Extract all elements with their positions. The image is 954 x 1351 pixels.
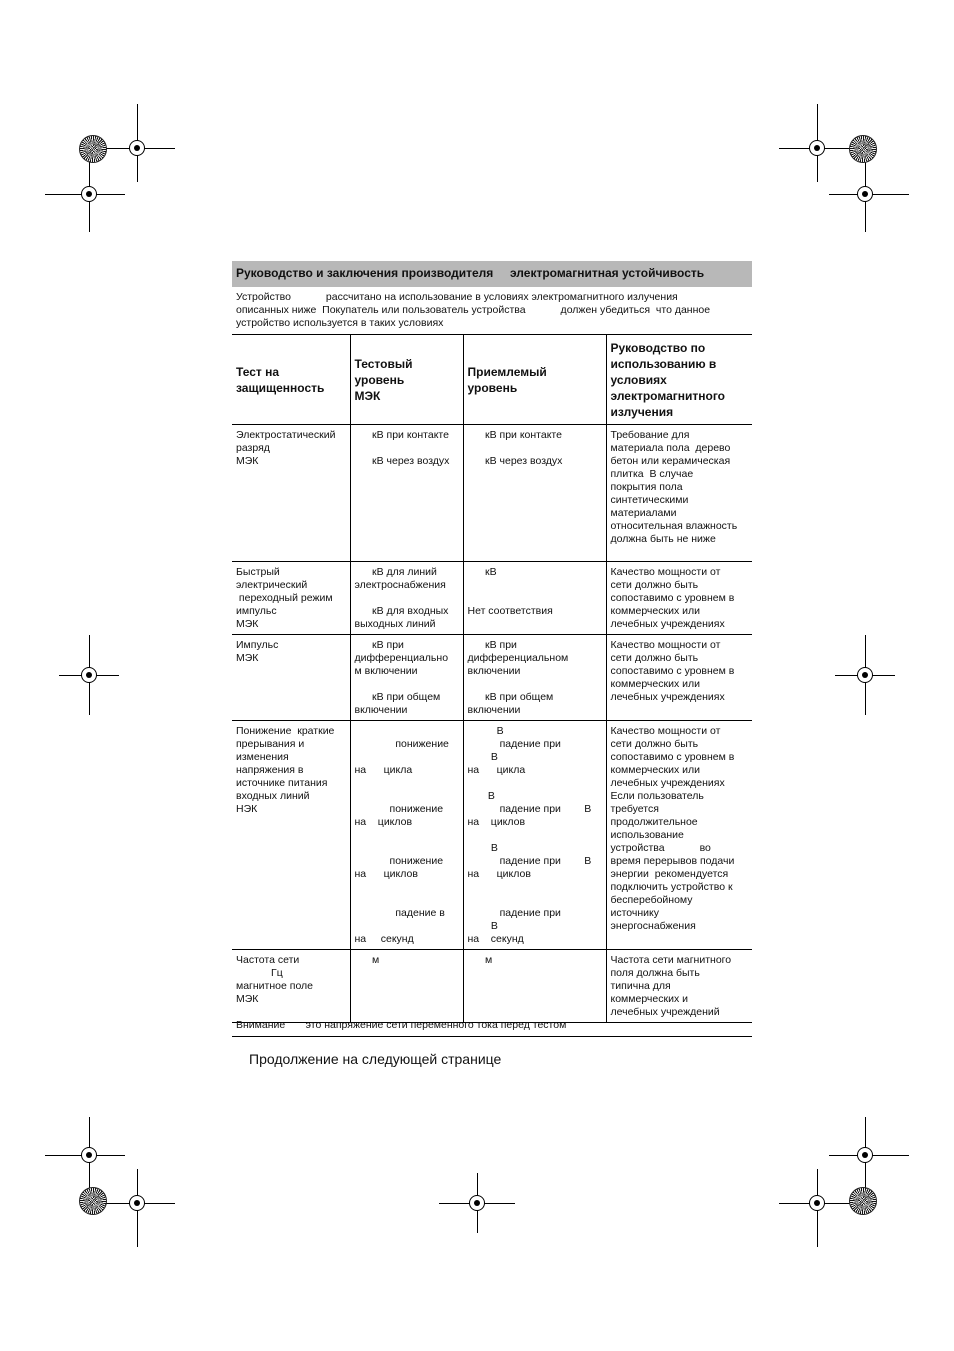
cell-line: бетон или керамическая (610, 455, 731, 467)
registration-starburst (849, 1187, 877, 1215)
cell-line: сети должно быть (610, 738, 699, 750)
cell-line: включении (467, 704, 521, 716)
cell-line: сети должно быть (610, 652, 699, 664)
table-cell (463, 635, 606, 721)
cell-line: падение при В (467, 855, 592, 867)
cell-line (468, 777, 602, 790)
cell-line: понижение (354, 855, 444, 867)
cell-line: входных линий (236, 790, 310, 802)
cell-line (355, 442, 459, 455)
cell-line: включении (354, 704, 408, 716)
table-header-row (232, 335, 752, 425)
cell-line: изменения (236, 751, 289, 763)
table-cell (350, 950, 463, 1023)
table-note (232, 1016, 752, 1037)
cell-line: сопоставимо с уровнем в (610, 665, 735, 677)
cell-line: Качество мощности от (610, 566, 721, 578)
cell-line: В (467, 842, 498, 854)
cell-line: лечебных учреждениях (610, 618, 725, 630)
cell-line: продолжительное (610, 816, 698, 828)
header-line: излучения (610, 404, 674, 419)
cell-line: Электростатический (236, 429, 336, 441)
cell-line: сети должно быть (610, 579, 699, 591)
cell-line: переходный режим (236, 592, 333, 604)
cell-line (468, 442, 602, 455)
cell-line: бесперебойному (610, 894, 693, 906)
cell-line: Качество мощности от (610, 725, 721, 737)
cell-line: кВ через воздух (467, 455, 563, 467)
intro-line: устройство используется в таких условиях (236, 317, 444, 329)
cell-line: лечебных учреждениях (610, 777, 725, 789)
cell-line: энергии рекомендуется (610, 868, 729, 880)
cell-line: м включении (354, 665, 418, 677)
cell-line: магнитное поле (236, 980, 314, 992)
table-cell (463, 950, 606, 1023)
cell-line: Понижение краткие (236, 725, 335, 737)
cell-line: сопоставимо с уровнем в (610, 751, 735, 763)
registration-starburst (79, 135, 107, 163)
table-cell (350, 425, 463, 562)
cell-line: Если пользователь (610, 790, 704, 802)
cell-line (468, 592, 602, 605)
header-line: Приемлемый (467, 364, 547, 379)
cell-line: энергоснабжения (610, 920, 696, 932)
cell-line: на циклов (467, 816, 526, 828)
cell-line: относительная влажность (610, 520, 738, 532)
cell-line: включении (467, 665, 521, 677)
cell-line (355, 777, 459, 790)
table-cell (463, 721, 606, 950)
cell-line: МЭК (236, 618, 259, 630)
cell-line (355, 894, 459, 907)
table-cell (232, 721, 350, 950)
header-line: Руководство по (610, 340, 706, 355)
cell-line: на секунд (467, 933, 524, 945)
cell-line: синтетическими (610, 494, 689, 506)
cell-line: лечебных учреждениях (610, 691, 725, 703)
cell-line (355, 829, 459, 842)
cell-line: кВ через воздух (354, 455, 450, 467)
cell-line: Быстрый (236, 566, 280, 578)
cell-line: устройства во (610, 842, 711, 854)
cell-line: падение при (467, 907, 561, 919)
cell-line (468, 829, 602, 842)
section-header (232, 261, 752, 287)
cell-line: напряжения в (236, 764, 304, 776)
cell-line: поля должна быть (610, 967, 700, 979)
cell-line: кВ при общем (467, 691, 554, 703)
intro-line: Устройство рассчитано на использование в условиях электромагнитного излучения (236, 291, 678, 303)
cell-line (355, 920, 459, 933)
cell-line: покрытия пола (610, 481, 683, 493)
table-cell (232, 562, 350, 635)
cell-line (468, 678, 602, 691)
emc-immunity-table (232, 334, 752, 1023)
header-cell (350, 335, 463, 425)
cell-line: МЭК (236, 455, 259, 467)
cell-line: В (467, 920, 498, 932)
cell-line: подключить устройство к (610, 881, 733, 893)
cell-line: кВ при контакте (467, 429, 562, 441)
registration-starburst (79, 1187, 107, 1215)
cell-line: МЭК (236, 652, 259, 664)
cell-line: разряд (236, 442, 270, 454)
cell-line: электроснабжения (354, 579, 446, 591)
cell-line (355, 678, 459, 691)
table-cell (232, 425, 350, 562)
cell-line: прерывания и (236, 738, 305, 750)
cell-line (355, 881, 459, 894)
cell-line: требуется (610, 803, 659, 815)
table-cell (606, 721, 752, 950)
cell-line: Гц (236, 967, 283, 979)
cell-line: материалами (610, 507, 677, 519)
table-cell (463, 562, 606, 635)
cell-line: лечебных учреждений (610, 1006, 720, 1018)
cell-line: Частота сети магнитного (610, 954, 732, 966)
header-line: МЭК (354, 388, 381, 403)
cell-line (468, 579, 602, 592)
cell-line (355, 842, 459, 855)
cell-line: В (467, 725, 504, 737)
header-line: защищенность (236, 380, 325, 395)
table-cell (232, 635, 350, 721)
table-row (232, 425, 752, 562)
cell-line: на цикла (467, 764, 526, 776)
cell-line: дифференциальном (467, 652, 569, 664)
cell-line: падение при В (467, 803, 592, 815)
cell-line: сопоставимо с уровнем в (610, 592, 735, 604)
cell-line: коммерческих и (610, 993, 688, 1005)
cell-line: кВ при (467, 639, 517, 651)
cell-line: НЭК (236, 803, 258, 815)
intro-line: описанных ниже Покупатель или пользователь устройства должен убедиться что данное (236, 304, 711, 316)
cell-line: м (467, 954, 493, 966)
cell-line (468, 881, 602, 894)
header-line: Тест на (236, 364, 280, 379)
table-cell (463, 425, 606, 562)
cell-line: В (467, 790, 495, 802)
cell-line: на цикла (354, 764, 413, 776)
table-cell (606, 562, 752, 635)
cell-line: плитка В случае (610, 468, 694, 480)
cell-line: выходных линий (354, 618, 436, 630)
cell-line: кВ при контакте (354, 429, 449, 441)
table-row (232, 721, 752, 950)
cell-line: коммерческих или (610, 605, 700, 617)
cell-line: источнику (610, 907, 660, 919)
header-line: уровень (467, 380, 518, 395)
cell-line: на секунд (354, 933, 414, 945)
registration-starburst (849, 135, 877, 163)
cell-line: источнике питания (236, 777, 328, 789)
cell-line: материала пола дерево (610, 442, 731, 454)
cell-line: кВ для линий (354, 566, 437, 578)
cell-line: В (467, 751, 498, 763)
cell-line: Импульс (236, 639, 279, 651)
cell-line: на циклов (354, 816, 413, 828)
cell-line: коммерческих или (610, 678, 700, 690)
cell-line (355, 725, 459, 738)
table-row (232, 562, 752, 635)
cell-line: время перерывов подачи (610, 855, 735, 867)
cell-line: понижение (354, 738, 449, 750)
continued-label: Продолжение на следующей странице (249, 1051, 502, 1067)
cell-line: понижение (354, 803, 444, 815)
table-row (232, 950, 752, 1023)
section-title: Руководство и заключения производителя электромагнитная устойчивость (236, 266, 705, 280)
intro-paragraph (236, 291, 752, 330)
cell-line: Нет соответствия (467, 605, 553, 617)
cell-line: Требование для (610, 429, 690, 441)
cell-line: дифференциально (354, 652, 449, 664)
cell-line: должна быть не ниже (610, 533, 716, 545)
table-cell (232, 950, 350, 1023)
cell-line: на циклов (354, 868, 418, 880)
header-line: использованию в (610, 356, 717, 371)
header-line: условиях (610, 372, 667, 387)
cell-line: Частота сети (236, 954, 300, 966)
table-cell (606, 425, 752, 562)
header-cell (463, 335, 606, 425)
cell-line: электрический (236, 579, 308, 591)
cell-line: кВ (467, 566, 497, 578)
cell-line (468, 894, 602, 907)
cell-line: кВ при общем (354, 691, 441, 703)
table-row (232, 635, 752, 721)
cell-line: типична для (610, 980, 671, 992)
cell-line: м (354, 954, 380, 966)
cell-line: Качество мощности от (610, 639, 721, 651)
table-cell (606, 635, 752, 721)
cell-line: кВ при (354, 639, 404, 651)
header-line: электромагнитного (610, 388, 725, 403)
table-body (232, 335, 752, 1023)
header-cell (606, 335, 752, 425)
header-line: уровень (354, 372, 405, 387)
cell-line: использование (610, 829, 684, 841)
table-cell (350, 721, 463, 950)
cell-line: МЭК (236, 993, 259, 1005)
cell-line (355, 790, 459, 803)
table-cell (350, 562, 463, 635)
cell-line: импульс (236, 605, 277, 617)
cell-line: падение в (354, 907, 445, 919)
table-cell (350, 635, 463, 721)
cell-line: кВ для входных (354, 605, 449, 617)
table-cell (606, 950, 752, 1023)
header-line: Тестовый (354, 356, 413, 371)
cell-line: коммерческих или (610, 764, 700, 776)
cell-line: падение при (467, 738, 561, 750)
cell-line (355, 751, 459, 764)
cell-line: на циклов (467, 868, 531, 880)
header-cell (232, 335, 350, 425)
cell-line (355, 592, 459, 605)
note-text: Внимание это напряжение сети переменного тока перед тестом (236, 1019, 567, 1031)
